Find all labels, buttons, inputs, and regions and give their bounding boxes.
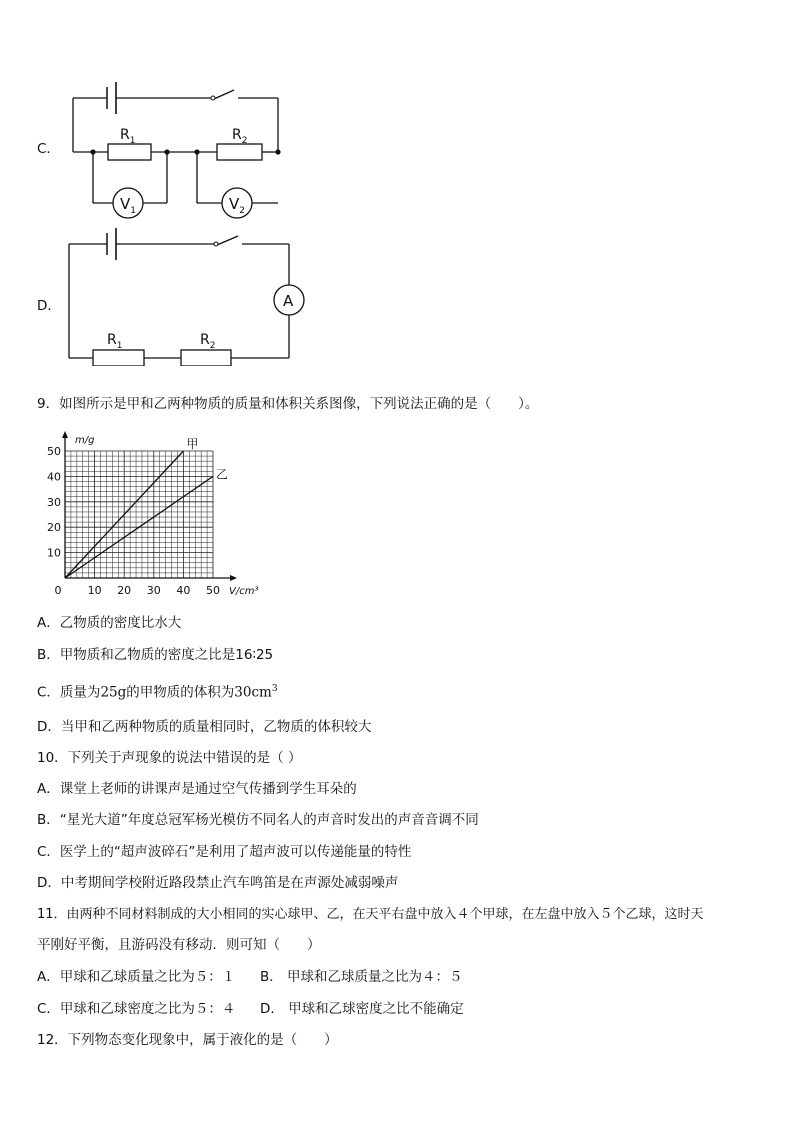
switch-contact (214, 242, 218, 246)
question-9-option-b: B．甲物质和乙物质的密度之比是16∶25 (37, 647, 274, 663)
x-tick-label: 30 (146, 584, 161, 597)
v1-label: V (120, 195, 131, 213)
circuit-diagram-c (60, 82, 290, 222)
svg-text:R2: $R_2$ (200, 332, 216, 351)
question-9-option-a: A．乙物质的密度比水大 (37, 615, 182, 631)
series-label-1: 乙 (216, 467, 229, 482)
y-tick-label: 30 (47, 495, 61, 509)
question-9-option-c: C．质量为25g的甲物质的体积为$30cm^3$ (37, 684, 278, 701)
svg-text:V2: $V_2$ (229, 195, 245, 216)
series-label-0: 甲 (186, 437, 199, 451)
question-9-stem: 9．如图所示是甲和乙两种物质的质量和体积关系图像，下列说法正确的是（ ）。 (37, 396, 539, 412)
volume-value: 30cm (234, 684, 272, 701)
y-axis-arrow (62, 431, 68, 438)
x-tick-label: 20 (117, 584, 132, 597)
switch-contact (211, 96, 215, 100)
svg-text:V1: $V_1$ (120, 195, 136, 216)
x-tick-label: 0 (54, 584, 62, 597)
x-axis-arrow (230, 575, 237, 581)
ammeter-label: A (283, 292, 294, 310)
svg-text:R2: $R_2$ (232, 127, 248, 146)
r2-label: R (200, 332, 210, 348)
question-9-option-d: D．当甲和乙两种物质的质量相同时，乙物质的体积较大 (37, 719, 372, 735)
v2-label: V (229, 195, 240, 213)
question-10-option-a: A．课堂上老师的讲课声是通过空气传播到学生耳朵的 (37, 781, 357, 797)
question-10-option-c: C．医学上的“超声波碎石”是利用了超声波可以传递能量的特性 (37, 844, 412, 860)
svg-text:R1: $R_1$ (120, 127, 136, 146)
x-tick-label: 50 (206, 584, 220, 597)
y-tick-label: 50 (47, 445, 61, 458)
x-tick-label: 40 (176, 584, 191, 597)
mass-value: 25g (100, 684, 127, 701)
y-tick-label: 40 (47, 470, 61, 484)
question-10-stem: 10．下列关于声现象的说法中错误的是（ ） (37, 750, 302, 766)
y-tick-label: 10 (47, 546, 61, 560)
r1-label: R (107, 332, 117, 348)
x-axis-label: V/cm³ (229, 586, 259, 597)
svg-text:R1: $R_1$ (107, 332, 123, 351)
question-10-option-b: B．“星光大道”年度总冠军杨光模仿不同名人的声音时发出的声音音调不同 (37, 812, 479, 828)
question-10-option-d: D．中考期间学校附近路段禁止汽车鸣笛是在声源处减弱噪声 (37, 875, 399, 891)
r1-label: R (120, 127, 130, 143)
x-tick-label: 10 (87, 584, 102, 597)
y-axis-label: m/g (75, 435, 95, 446)
question-11-option-c: C．甲球和乙球密度之比为５：４ (37, 1001, 236, 1017)
question-11-option-b: B． 甲球和乙球质量之比为４：５ (260, 969, 463, 985)
mass-volume-chart (40, 425, 270, 603)
r2-label: R (232, 127, 242, 143)
question-11-option-d: D． 甲球和乙球密度之比不能确定 (260, 1001, 464, 1017)
circuit-diagram-d (60, 226, 310, 366)
option-c-label: C． (37, 141, 60, 157)
question-12-stem: 12．下列物态变化现象中，属于液化的是（ ） (37, 1032, 338, 1048)
question-11-stem: 11．由两种不同材料制成的大小相同的实心球甲、乙，在天平右盘中放入４个甲球，在左盘中放入５个乙球，这时天 (37, 907, 704, 922)
question-11-option-a: A．甲球和乙球质量之比为５：１ (37, 969, 236, 985)
y-tick-label: 20 (47, 521, 61, 535)
option-d-label: D． (37, 298, 61, 314)
question-11-stem-cont: 平刚好平衡，且游码没有移动．则可知（ ） (37, 937, 321, 953)
